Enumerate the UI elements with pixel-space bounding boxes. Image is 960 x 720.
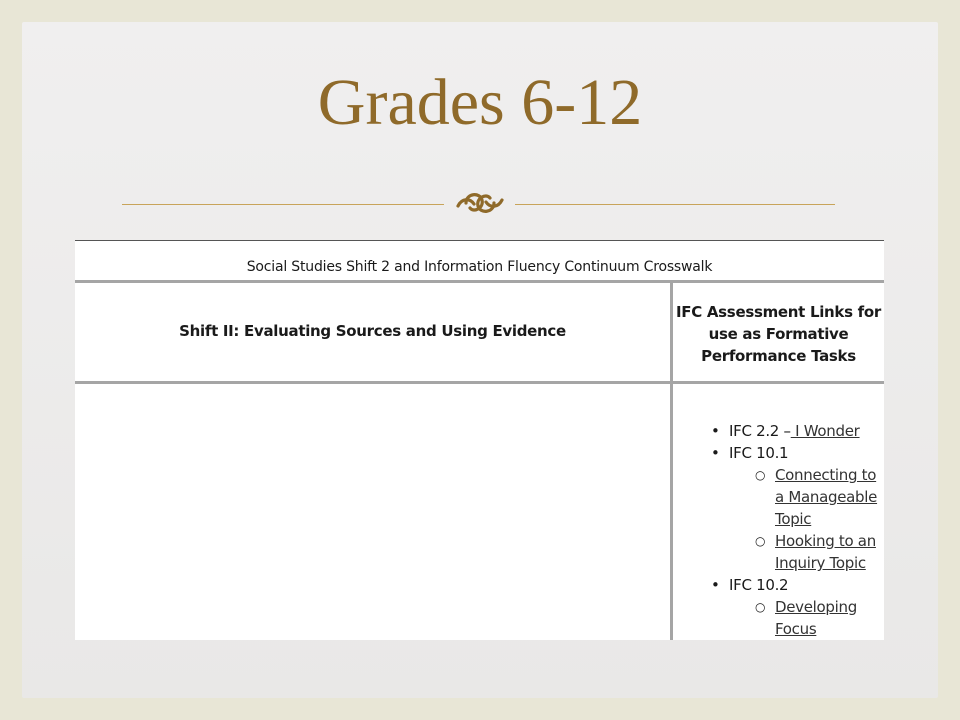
link-line[interactable]: a Manageable <box>775 488 878 506</box>
i-wonder-link[interactable]: I Wonder <box>790 422 860 440</box>
doc-top-border <box>75 240 884 241</box>
list-item <box>687 574 884 596</box>
bullet-icon: • <box>711 422 720 440</box>
connecting-topic-link[interactable] <box>775 464 884 530</box>
circle-bullet-icon: ○ <box>755 600 766 614</box>
caption-divider <box>75 280 884 283</box>
ifc-header-line: use as Formative <box>708 325 849 343</box>
slide-title: Grades 6-12 <box>317 66 643 139</box>
title-rule-right <box>515 204 835 205</box>
ifc-header-line: IFC Assessment Links for <box>676 303 881 321</box>
column-header-shift: Shift II: Evaluating Sources and Using Evidence <box>179 322 566 340</box>
list-item <box>687 442 884 464</box>
circle-bullet-icon: ○ <box>755 534 766 548</box>
ifc-link-list <box>687 420 884 640</box>
list-item-label: IFC 2.2 – <box>729 422 791 440</box>
hooking-topic-link[interactable] <box>775 530 884 574</box>
link-line[interactable]: Developing <box>775 598 857 616</box>
bullet-icon: • <box>711 576 720 594</box>
sub-list-item <box>687 596 884 640</box>
sub-list-item <box>687 530 884 574</box>
sub-list-item <box>687 464 884 530</box>
developing-focus-link[interactable] <box>775 596 884 640</box>
link-line[interactable]: Hooking to an <box>775 532 876 550</box>
list-item-label: IFC 10.2 <box>729 576 789 594</box>
ifc-header-line: Performance Tasks <box>701 347 856 365</box>
embedded-document <box>75 240 884 640</box>
link-line[interactable]: Topic <box>775 510 812 528</box>
header-divider <box>75 381 884 384</box>
link-line[interactable]: Focus <box>775 620 817 638</box>
fleuron-icon <box>448 186 512 220</box>
list-item-label: IFC 10.1 <box>729 444 789 462</box>
link-line[interactable]: Inquiry Topic <box>775 554 866 572</box>
title-rule-left <box>122 204 444 205</box>
link-line[interactable]: Connecting to <box>775 466 877 484</box>
bullet-icon: • <box>711 444 720 462</box>
circle-bullet-icon: ○ <box>755 468 766 482</box>
table-caption: Social Studies Shift 2 and Information Fluency Continuum Crosswalk <box>246 259 713 275</box>
column-header-ifc <box>673 301 884 367</box>
list-item <box>687 420 884 442</box>
